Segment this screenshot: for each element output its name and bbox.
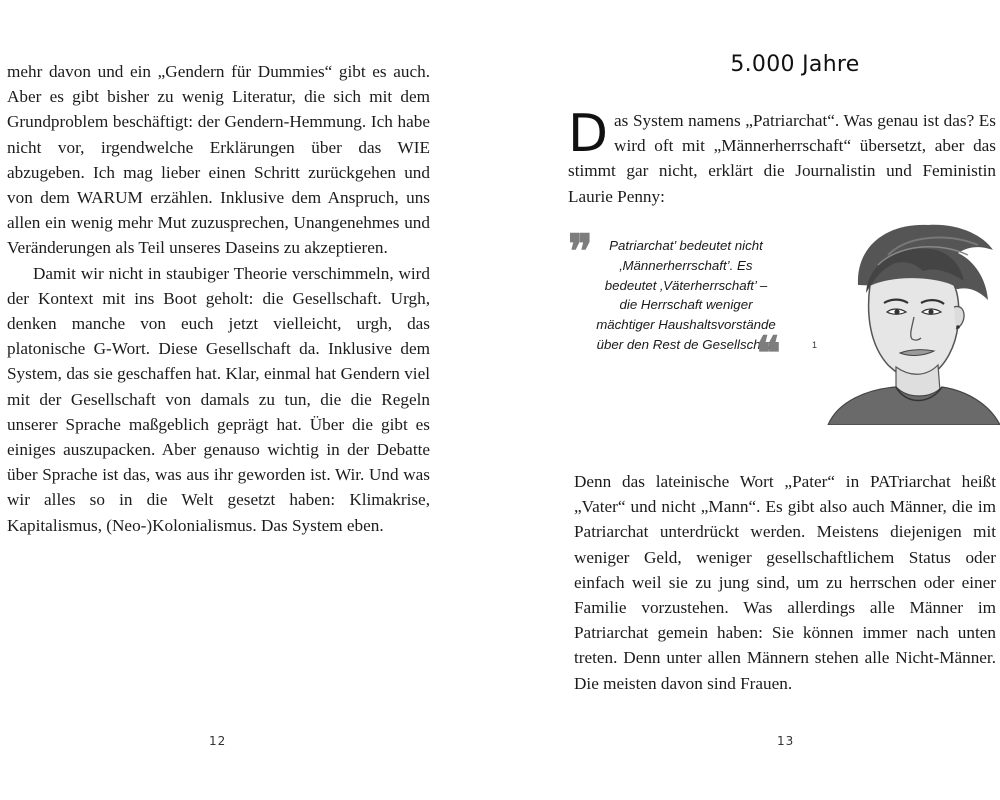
left-paragraph-2: Damit wir nicht in staubiger Theorie verschimmeln, wird der Kontext mit ins Boot geholt: die Gesellschaft. Urgh, denken manche von euch jetzt vielleicht, urgh, das platonische G-Wort. Diese Gesellschaft da. Inklusive dem System, das sie geschaffen hat. Klar, einmal hat Gendern viel mit der Gesellschaft von damals zu tun, die die Regeln unserer Sprache maßgeblich geprägt hat. Über die gibt es einiges auszupacken. Aber genauso wichtig in der Debatte über Sprache ist das, was aus ihr geworden ist. Wir. Und was wir alles so in die Welt gesetzt haben: Klimakrise, Kapitalismus, (Neo-)Kolonialismus. Das System eben. (7, 263, 430, 535)
quote-close-icon: ❝ (756, 326, 773, 380)
quote-open-icon: ❞ (568, 224, 585, 278)
left-page-text (7, 59, 430, 538)
page-number-right: 13 (777, 734, 795, 748)
intro-text: as System namens „Patriarchat“. Was genau ist das? Es wird oft mit „Männerherrschaft“ übersetzt, aber das stimmt gar nicht, erklärt die Journalistin und Feministin Laurie Penny: (568, 111, 996, 206)
left-paragraph-1: mehr davon und ein „Gendern für Dummies“ gibt es auch. Aber es gibt bisher zu wenig Literatur, die sich mit dem Grundproblem beschäftigt: der Gendern-Hemmung. Ich habe nicht vor, irgendwelche Erklärungen über das WIE abzugeben. Ich mag lieber einen Schritt zurückgehen und von dem WARUM erzählen. Inklusive dem Anspruch, uns allen ein wenig mehr Mut zuzusprechen, Unangenehmes und Veränderungen als Teil unseres Daseins zu akzeptieren. (7, 62, 430, 258)
footnote-reference: 1 (812, 340, 818, 350)
pull-quote: Patriarchat’ bedeutet nicht ‚Männerherrschaft’. Es bedeutet ‚Väterherrschaft’ – die Herrschaft weniger mächtiger Haushaltsvorstände über den Rest de Gesellschaft (596, 238, 776, 352)
portrait-illustration (818, 215, 1000, 425)
intro-paragraph (568, 104, 996, 209)
right-page (500, 0, 1000, 800)
page-number-left: 12 (209, 734, 227, 748)
chapter-title: 5.000 Jahre (730, 52, 860, 77)
main-paragraph: Denn das lateinische Wort „Pater“ in PATriarchat heißt „Vater“ und nicht „Mann“. Es gibt also auch Männer, die im Patriarchat unterdrückt werden. Meistens diejenigen mit weniger Geld, weniger gesellschaftlichem Status oder einfach weil sie zu jung sind, um zu herrschen oder einer Familie vorzustehen. Was allerdings alle Männer im Patriarchat gemein haben: Sie können immer nach unten treten. Denn unter allen Männern stehen alle Nicht-Männer. Die meisten davon sind Frauen. (574, 472, 996, 693)
drop-cap: D (568, 104, 609, 164)
